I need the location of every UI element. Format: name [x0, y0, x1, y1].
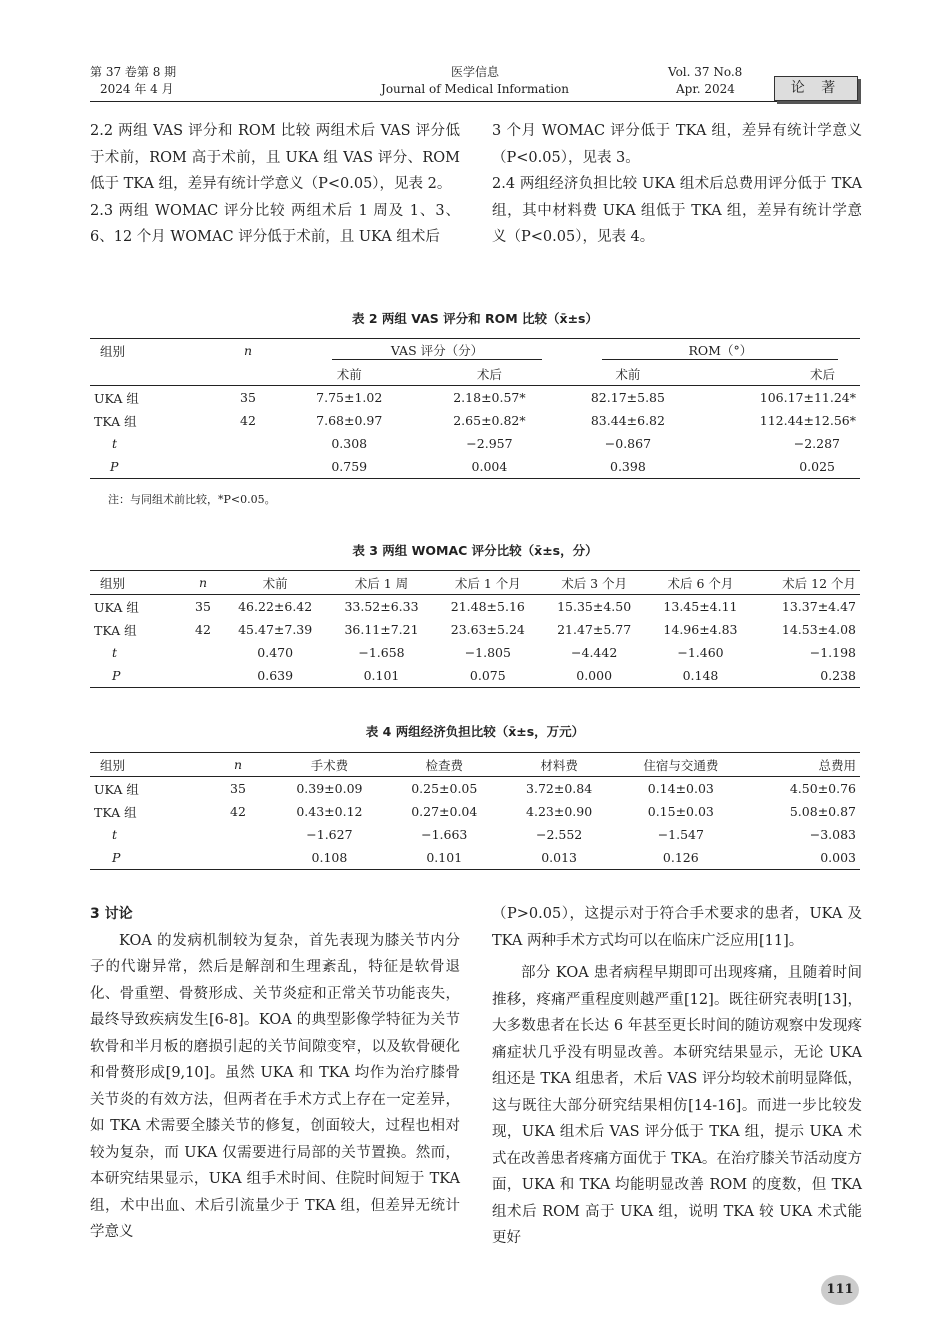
table2-note: 注：与同组术前比较，*P<0.05。 — [108, 493, 276, 506]
table-cell — [184, 641, 222, 664]
table-row — [90, 618, 860, 641]
results-right-column — [492, 118, 862, 251]
col-header: 住宿与交通费 — [617, 753, 746, 777]
table-cell: 0.14±0.03 — [647, 781, 714, 796]
result-2-3-cont: 3 个月 WOMAC 评分低于 TKA 组，差异有统计学意义（P<0.05），见表 3。 — [492, 123, 862, 166]
table-cell: 46.22±6.42 — [238, 599, 313, 614]
table-row — [90, 409, 860, 432]
col-header: 术前 — [562, 362, 693, 386]
table-cell: 35 — [230, 781, 246, 796]
table-cell: 13.37±4.47 — [781, 599, 856, 614]
table3-caption: 表 3 两组 WOMAC 评分比较（x̄±s，分） — [352, 543, 598, 558]
table-cell: t — [112, 436, 118, 451]
table-cell: UKA 组 — [94, 390, 139, 406]
table-cell: −2.287 — [793, 436, 840, 451]
vas-group-header: VAS 评分（分） — [282, 339, 562, 363]
col-header: 术后 1 个月 — [435, 571, 541, 595]
table-cell: −2.957 — [466, 436, 513, 451]
table-cell: 2.18±0.57* — [453, 390, 526, 405]
col-header: 术后 3 个月 — [541, 571, 647, 595]
table-cell: 5.08±0.87 — [789, 804, 856, 819]
table-header-row — [90, 571, 860, 595]
table-cell: 0.108 — [272, 846, 387, 870]
table-cell: 106.17±11.24* — [759, 390, 856, 405]
section-badge: 论 著 — [774, 76, 858, 101]
table-cell: 0.15±0.03 — [647, 804, 714, 819]
table-cell — [214, 432, 282, 455]
table-row — [90, 664, 860, 688]
table-cell: 0.43±0.12 — [296, 804, 363, 819]
col-header: 组别 — [90, 339, 214, 363]
discussion-paragraph: （P>0.05），这提示对于符合手术要求的患者，UKA 及 TKA 两种手术方式均可以在临床广泛应用[11]。 — [492, 906, 862, 949]
col-header: 组别 — [90, 753, 204, 777]
table-cell: 42 — [230, 804, 246, 819]
table-cell: −1.460 — [677, 645, 724, 660]
table-cell: TKA 组 — [94, 804, 137, 820]
header-rule — [90, 101, 860, 102]
table-cell: 82.17±5.85 — [590, 390, 665, 405]
table-cell: −1.658 — [358, 645, 405, 660]
col-header: 材料费 — [502, 753, 617, 777]
table-cell: 33.52±6.33 — [344, 599, 419, 614]
table-row — [90, 455, 860, 479]
table-subheader-row — [90, 362, 860, 386]
table-cell: 0.39±0.09 — [296, 781, 363, 796]
table-row — [90, 823, 860, 846]
col-header: 术前 — [282, 362, 417, 386]
table-cell: 0.004 — [417, 455, 563, 479]
table-cell — [204, 823, 272, 846]
journal-name-cn: 医学信息 — [450, 65, 499, 79]
col-header: 术前 — [222, 571, 328, 595]
table-cell: P — [90, 664, 184, 688]
table-cell: 0.126 — [617, 846, 746, 870]
table-cell: TKA 组 — [94, 622, 137, 638]
table-row — [90, 595, 860, 619]
table-cell: UKA 组 — [94, 781, 139, 797]
col-header: 术后 1 周 — [328, 571, 434, 595]
table-cell: 14.53±4.08 — [781, 622, 856, 637]
table-cell: UKA 组 — [94, 599, 139, 615]
table-cell: 0.013 — [502, 846, 617, 870]
col-header: 术后 — [693, 362, 860, 386]
col-header: n — [204, 753, 272, 777]
table-cell: P — [90, 846, 204, 870]
table-cell: 23.63±5.24 — [450, 622, 525, 637]
table-cell: −2.552 — [535, 827, 583, 842]
table-cell: −1.663 — [421, 827, 468, 842]
table-row — [90, 641, 860, 664]
table-cell: 21.48±5.16 — [450, 599, 525, 614]
table-cell: 0.148 — [647, 664, 753, 688]
volume-issue: 第 37 卷第 8 期 — [90, 65, 177, 79]
table-cell: 0.25±0.05 — [411, 781, 478, 796]
table-cell: 4.23±0.90 — [526, 804, 593, 819]
table-cell: −1.805 — [464, 645, 511, 660]
table4 — [90, 752, 860, 870]
table-cell: 0.308 — [331, 436, 368, 451]
table-cell: 7.68±0.97 — [316, 413, 383, 428]
discussion-right-column — [492, 901, 862, 1252]
table-cell: 45.47±7.39 — [238, 622, 313, 637]
table-cell: 35 — [240, 390, 256, 405]
table-row — [90, 800, 860, 823]
table-cell: 7.75±1.02 — [316, 390, 383, 405]
table-cell: 0.470 — [257, 645, 294, 660]
discussion-paragraph: KOA 的发病机制较为复杂，首先表现为膝关节内分子的代谢异常，然后是解剖和生理紊乱，特征是软骨退化、骨重塑、骨赘形成、关节炎症和正常关节功能丧失，最终导致疾病发生[6-8]。KOA 的典型影像学特征为关节软骨和半月板的磨损引起的关节间隙变窄，以及软骨硬化和骨赘形成[9,10]。虽然 UKA 和 TKA 均作为治疗膝骨关节炎的有效方法，但两者在手术方式上存在一定差异，如 TKA 术需要全膝关节的修复，创面较大，过程也相对较为复杂，而 UKA 仅需要进行局部的关节置换。然而，本研究结果显示，UKA 组手术时间、住院时间短于 TKA 组，术中出血、术后引流量少于 TKA 组，但差异无统计学意义 — [90, 932, 460, 1240]
table-cell: 2.65±0.82* — [453, 413, 526, 428]
result-2-3: 2.3 两组 WOMAC 评分比较 两组术后 1 周及 1、3、6、12 个月 WOMAC 评分低于术前，且 UKA 组术后 — [90, 202, 460, 245]
rom-group-header: ROM（°） — [562, 339, 860, 363]
results-left-column — [90, 118, 460, 251]
result-2-4: 2.4 两组经济负担比较 UKA 组术后总费用评分低于 TKA 组，其中材料费 UKA 组低于 TKA 组，差异有统计学意义（P<0.05），见表 4。 — [492, 176, 862, 245]
discussion-paragraph: 部分 KOA 患者病程早期即可出现疼痛，且随着时间推移，疼痛严重程度则越严重[12]。既往研究表明[13]，大多数患者在长达 6 年甚至更长时间的随访观察中发现疼痛症状几乎没有明显改善。本研究结果显示，无论 UKA 组还是 TKA 组患者，术后 VAS 评分均较术前明显降低，这与既往大部分研究结果相仿[14-16]。而进一步比较发现，UKA 组术后 VAS 评分低于 TKA 组，提示 UKA 术式在改善患者疼痛方面优于 TKA。在治疗膝关节活动度方面，UKA 和 TKA 均能明显改善 ROM 的度数，但 TKA 组术后 ROM 高于 UKA 组，说明 TKA 较 UKA 术式能更好 — [492, 965, 862, 1246]
table-cell: 14.96±4.83 — [663, 622, 738, 637]
section-heading: 3 讨论 — [90, 906, 133, 922]
table-cell: 15.35±4.50 — [557, 599, 632, 614]
table-cell: 42 — [195, 622, 211, 637]
col-header: n — [184, 571, 222, 595]
table-cell: 0.101 — [328, 664, 434, 688]
table-cell: 0.27±0.04 — [411, 804, 478, 819]
table-cell: 21.47±5.77 — [557, 622, 632, 637]
table-cell: 42 — [240, 413, 256, 428]
table-cell: −1.547 — [657, 827, 704, 842]
table-cell: 0.238 — [754, 664, 860, 688]
table-cell: TKA 组 — [94, 413, 137, 429]
table-row — [90, 432, 860, 455]
table-cell: 3.72±0.84 — [526, 781, 593, 796]
result-2-2: 2.2 两组 VAS 评分和 ROM 比较 两组术后 VAS 评分低于术前，ROM 高于术前，且 UKA 组 VAS 评分、ROM 低于 TKA 组，差异有统计学意义（P<0.05），见表 2。 — [90, 123, 460, 192]
table-cell: 13.45±4.11 — [663, 599, 738, 614]
table-cell: −0.867 — [604, 436, 652, 451]
col-header: 手术费 — [272, 753, 387, 777]
table-cell: t — [112, 827, 118, 842]
table-cell: 0.759 — [282, 455, 417, 479]
col-header: 术后 6 个月 — [647, 571, 753, 595]
volume-issue-en: Vol. 37 No.8 — [668, 65, 743, 79]
table-cell: 36.11±7.21 — [344, 622, 419, 637]
col-header: 检查费 — [387, 753, 502, 777]
journal-name-en: Journal of Medical Information — [381, 82, 569, 96]
table-cell: 0.075 — [435, 664, 541, 688]
issue-date-en: Apr. 2024 — [676, 82, 735, 96]
table-cell: P — [90, 455, 214, 479]
table-cell: 0.101 — [387, 846, 502, 870]
col-header: 术后 12 个月 — [754, 571, 860, 595]
table-cell — [214, 455, 282, 479]
table-row — [90, 777, 860, 801]
table-cell: −3.083 — [809, 827, 856, 842]
table-row — [90, 386, 860, 410]
table3 — [90, 570, 860, 688]
table-header-row — [90, 753, 860, 777]
table-cell: 0.025 — [693, 455, 860, 479]
table-row — [90, 846, 860, 870]
page-number: 111 — [821, 1275, 859, 1305]
table-cell: 0.398 — [562, 455, 693, 479]
table-cell: −1.198 — [809, 645, 856, 660]
table2-caption: 表 2 两组 VAS 评分和 ROM 比较（x̄±s） — [352, 311, 598, 326]
table-cell: 83.44±6.82 — [590, 413, 665, 428]
table-cell — [204, 846, 272, 870]
discussion-left-column — [90, 901, 460, 1246]
col-header: n — [214, 339, 282, 363]
table-cell: 0.639 — [222, 664, 328, 688]
table-cell: 4.50±0.76 — [789, 781, 856, 796]
table-cell: 35 — [195, 599, 211, 614]
table-cell: 0.003 — [745, 846, 860, 870]
table-cell: 112.44±12.56* — [759, 413, 856, 428]
issue-date: 2024 年 4 月 — [100, 82, 174, 96]
table-cell: t — [112, 645, 118, 660]
col-header: 总费用 — [745, 753, 860, 777]
col-header: 组别 — [90, 571, 184, 595]
table-header-row — [90, 339, 860, 363]
journal-issue-en — [668, 64, 742, 98]
col-header: 术后 — [417, 362, 563, 386]
table-cell: −4.442 — [571, 645, 618, 660]
table4-caption: 表 4 两组经济负担比较（x̄±s，万元） — [365, 724, 585, 739]
table-cell — [184, 664, 222, 688]
table-cell: −1.627 — [306, 827, 353, 842]
table2 — [90, 338, 860, 479]
table-cell: 0.000 — [541, 664, 647, 688]
